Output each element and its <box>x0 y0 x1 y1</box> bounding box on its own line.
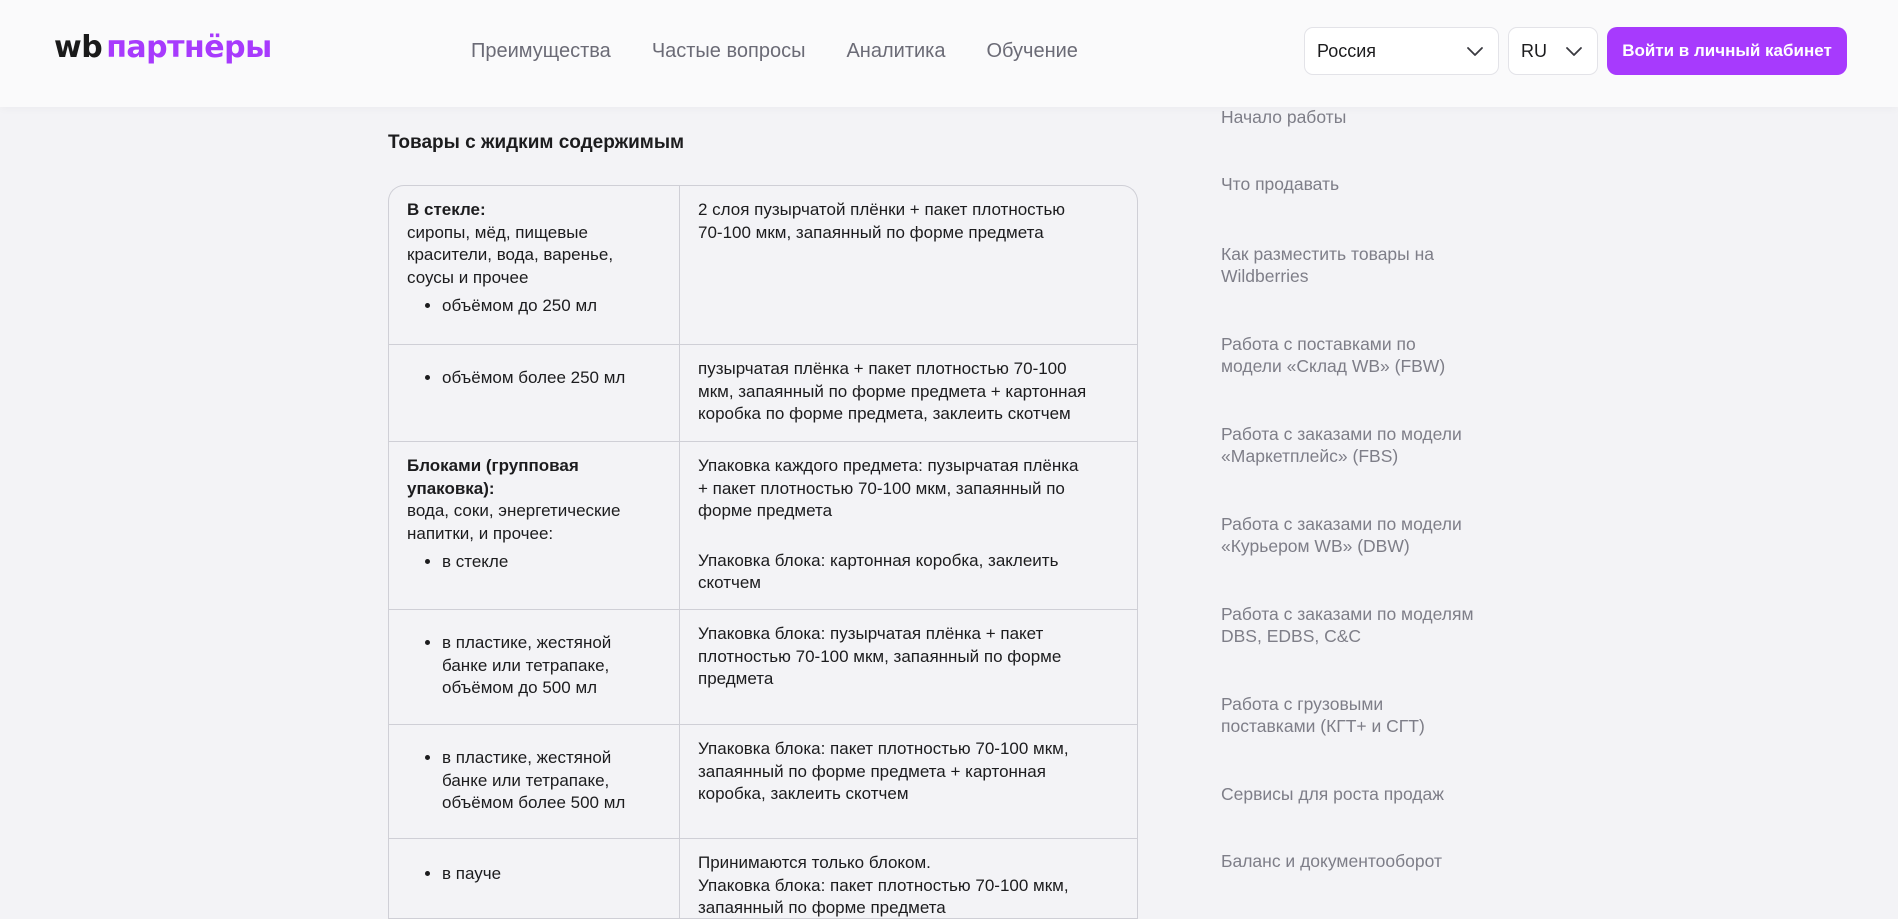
table-cell-item <box>389 610 680 724</box>
table-row <box>389 186 1137 345</box>
table-cell-item <box>389 442 680 609</box>
table-cell-packaging <box>680 839 1137 918</box>
packaging-paragraph <box>698 358 1119 426</box>
table-row <box>389 725 1137 839</box>
packaging-paragraph <box>698 852 1119 919</box>
item-bullet <box>442 632 661 700</box>
packaging-line: Упаковка блока: картонная коробка, заклеить <box>698 550 1059 570</box>
item-bullet <box>442 295 661 318</box>
sidebar-item-label: Работа с заказами по модели <box>1221 424 1462 444</box>
country-select[interactable] <box>1304 27 1499 75</box>
packaging-line: запаянный по форме предмета <box>698 898 946 917</box>
packaging-paragraph <box>698 550 1119 595</box>
packaging-line: запаянный по форме предмета + картонная <box>698 761 1046 781</box>
sidebar-item[interactable] <box>1221 173 1521 195</box>
sidebar-item[interactable] <box>1221 603 1521 647</box>
table-cell-packaging <box>680 442 1137 609</box>
top-header <box>0 0 1898 107</box>
login-button[interactable]: Войти в личный кабинет <box>1607 27 1847 75</box>
item-category-title <box>407 200 486 219</box>
nav-analytics[interactable]: Аналитика <box>846 40 946 62</box>
packaging-paragraph <box>698 623 1119 691</box>
item-examples-line: напитки, и прочее: <box>407 523 554 543</box>
item-category-title-line: В стекле: <box>407 200 486 219</box>
packaging-line: Упаковка блока: пузырчатая плёнка + пакет <box>698 624 1044 643</box>
item-bullet-list <box>407 747 661 815</box>
sidebar-item[interactable] <box>1221 243 1521 287</box>
logo-wb-text: wb <box>54 30 103 65</box>
item-category-title-line: упаковка): <box>407 478 495 498</box>
packaging-line: плотностью 70-100 мкм, запаянный по форме <box>698 646 1062 666</box>
packaging-line: коробка по форме предмета, заклеить скотчем <box>698 404 1071 423</box>
sidebar-item-label: Работа с грузовыми <box>1221 694 1384 714</box>
packaging-line: Принимаются только блоком. <box>698 853 931 872</box>
item-bullet-line: банке или тетрапаке, <box>442 770 610 790</box>
table-cell-packaging <box>680 610 1137 724</box>
table-row <box>389 610 1137 725</box>
chevron-down-icon <box>1565 42 1583 60</box>
sidebar-item-label: Баланс и документооборот <box>1221 851 1442 871</box>
section-title: Товары с жидким содержимым <box>388 132 685 153</box>
packaging-line: скотчем <box>698 573 761 592</box>
sidebar-item[interactable] <box>1221 106 1521 128</box>
language-select[interactable] <box>1508 27 1598 75</box>
packaging-line: коробка, заклеить скотчем <box>698 784 909 803</box>
packaging-line: мкм, запаянный по форме предмета + картонная <box>698 381 1087 401</box>
item-examples-line: вода, соки, энергетические <box>407 501 621 520</box>
item-bullet-line: объёмом до 250 мл <box>442 296 598 315</box>
sidebar-item-label: «Курьером WB» (DBW) <box>1221 536 1410 556</box>
item-examples-line: соусы и прочее <box>407 267 529 287</box>
table-cell-packaging <box>680 725 1137 838</box>
packaging-line: 70-100 мкм, запаянный по форме предмета <box>698 222 1044 242</box>
item-bullet-list <box>407 295 661 318</box>
item-bullet-line: объёмом до 500 мл <box>442 678 598 697</box>
item-examples-line: сиропы, мёд, пищевые <box>407 222 588 242</box>
sidebar-item[interactable] <box>1221 850 1521 872</box>
item-bullet-list <box>407 367 661 390</box>
packaging-line: пузырчатая плёнка + пакет плотностью 70-100 <box>698 359 1067 378</box>
nav-advantages[interactable]: Преимущества <box>471 40 611 62</box>
sidebar-item[interactable] <box>1221 333 1521 377</box>
packaging-paragraph <box>698 199 1119 244</box>
main-nav <box>471 38 1119 64</box>
item-category-title-line: Блоками (групповая <box>407 456 579 475</box>
sidebar-item-label: Работа с заказами по моделям <box>1221 604 1474 624</box>
logo-partners-text: партнёры <box>106 30 272 65</box>
packaging-paragraph <box>698 738 1119 806</box>
item-bullet-line: в пластике, жестяной <box>442 633 612 652</box>
table-cell-item <box>389 345 680 441</box>
nav-faq[interactable]: Частые вопросы <box>651 40 806 62</box>
item-bullet-line: в пластике, жестяной <box>442 748 612 767</box>
sidebar-item-label: «Маркетплейс» (FBS) <box>1221 446 1399 466</box>
item-bullet-list <box>407 863 661 886</box>
item-examples <box>407 501 620 543</box>
packaging-line: + пакет плотностью 70-100 мкм, запаянный по <box>698 478 1065 498</box>
item-bullet-line: в пауче <box>442 864 502 883</box>
packaging-line: Упаковка блока: пакет плотностью 70-100 мкм, <box>698 875 1069 895</box>
item-examples <box>407 223 613 287</box>
sidebar-item-label: модели «Склад WB» (FBW) <box>1221 356 1446 376</box>
table-cell-item <box>389 839 680 918</box>
table-cell-packaging <box>680 345 1137 441</box>
sidebar-item[interactable] <box>1221 693 1521 737</box>
sidebar-item-label: Как разместить товары на <box>1221 244 1434 264</box>
table-row <box>389 345 1137 442</box>
sidebar-item-label: Начало работы <box>1221 107 1347 127</box>
sidebar-item-label: Сервисы для роста продаж <box>1221 784 1444 804</box>
sidebar-item-label: поставками (КГТ+ и СГТ) <box>1221 716 1425 736</box>
sidebar-item-label: Wildberries <box>1221 266 1309 286</box>
table-row <box>389 839 1137 919</box>
packaging-line: 2 слоя пузырчатой плёнки + пакет плотностью <box>698 200 1066 219</box>
item-bullet-line: банке или тетрапаке, <box>442 655 610 675</box>
sidebar-item[interactable] <box>1221 783 1521 805</box>
packaging-table <box>388 185 1138 919</box>
nav-training[interactable]: Обучение <box>986 40 1078 62</box>
table-cell-packaging <box>680 186 1137 344</box>
packaging-line: Упаковка каждого предмета: пузырчатая плёнка <box>698 456 1079 475</box>
packaging-paragraph <box>698 455 1119 523</box>
item-bullet-line: объёмом более 250 мл <box>442 368 626 387</box>
item-bullet <box>442 747 661 815</box>
table-cell-item <box>389 186 680 344</box>
sidebar-item[interactable] <box>1221 513 1521 557</box>
packaging-line: предмета <box>698 669 774 688</box>
wb-partners-logo[interactable] <box>54 30 272 70</box>
item-bullet-line: в стекле <box>442 552 509 571</box>
item-bullet <box>442 863 661 886</box>
packaging-line: форме предмета <box>698 501 833 520</box>
table-row <box>389 442 1137 610</box>
table-cell-item <box>389 725 680 838</box>
packaging-line: Упаковка блока: пакет плотностью 70-100 мкм, <box>698 739 1069 758</box>
sidebar-item-label: Работа с поставками по <box>1221 334 1416 354</box>
item-bullet <box>442 367 661 390</box>
sidebar-item-label: Работа с заказами по модели <box>1221 514 1462 534</box>
item-bullet-list <box>407 551 661 574</box>
language-select-value: RU <box>1521 40 1547 61</box>
sidebar-item[interactable] <box>1221 423 1521 467</box>
sidebar-item-label: Что продавать <box>1221 174 1340 194</box>
item-bullet <box>442 551 661 574</box>
item-bullet-line: объёмом более 500 мл <box>442 793 626 812</box>
sidebar-item-label: DBS, EDBS, C&C <box>1221 626 1362 646</box>
item-category-title <box>407 456 579 498</box>
item-bullet-list <box>407 632 661 700</box>
country-select-value: Россия <box>1317 40 1377 61</box>
chevron-down-icon <box>1466 42 1484 60</box>
item-examples-line: красители, вода, варенье, <box>407 245 614 264</box>
